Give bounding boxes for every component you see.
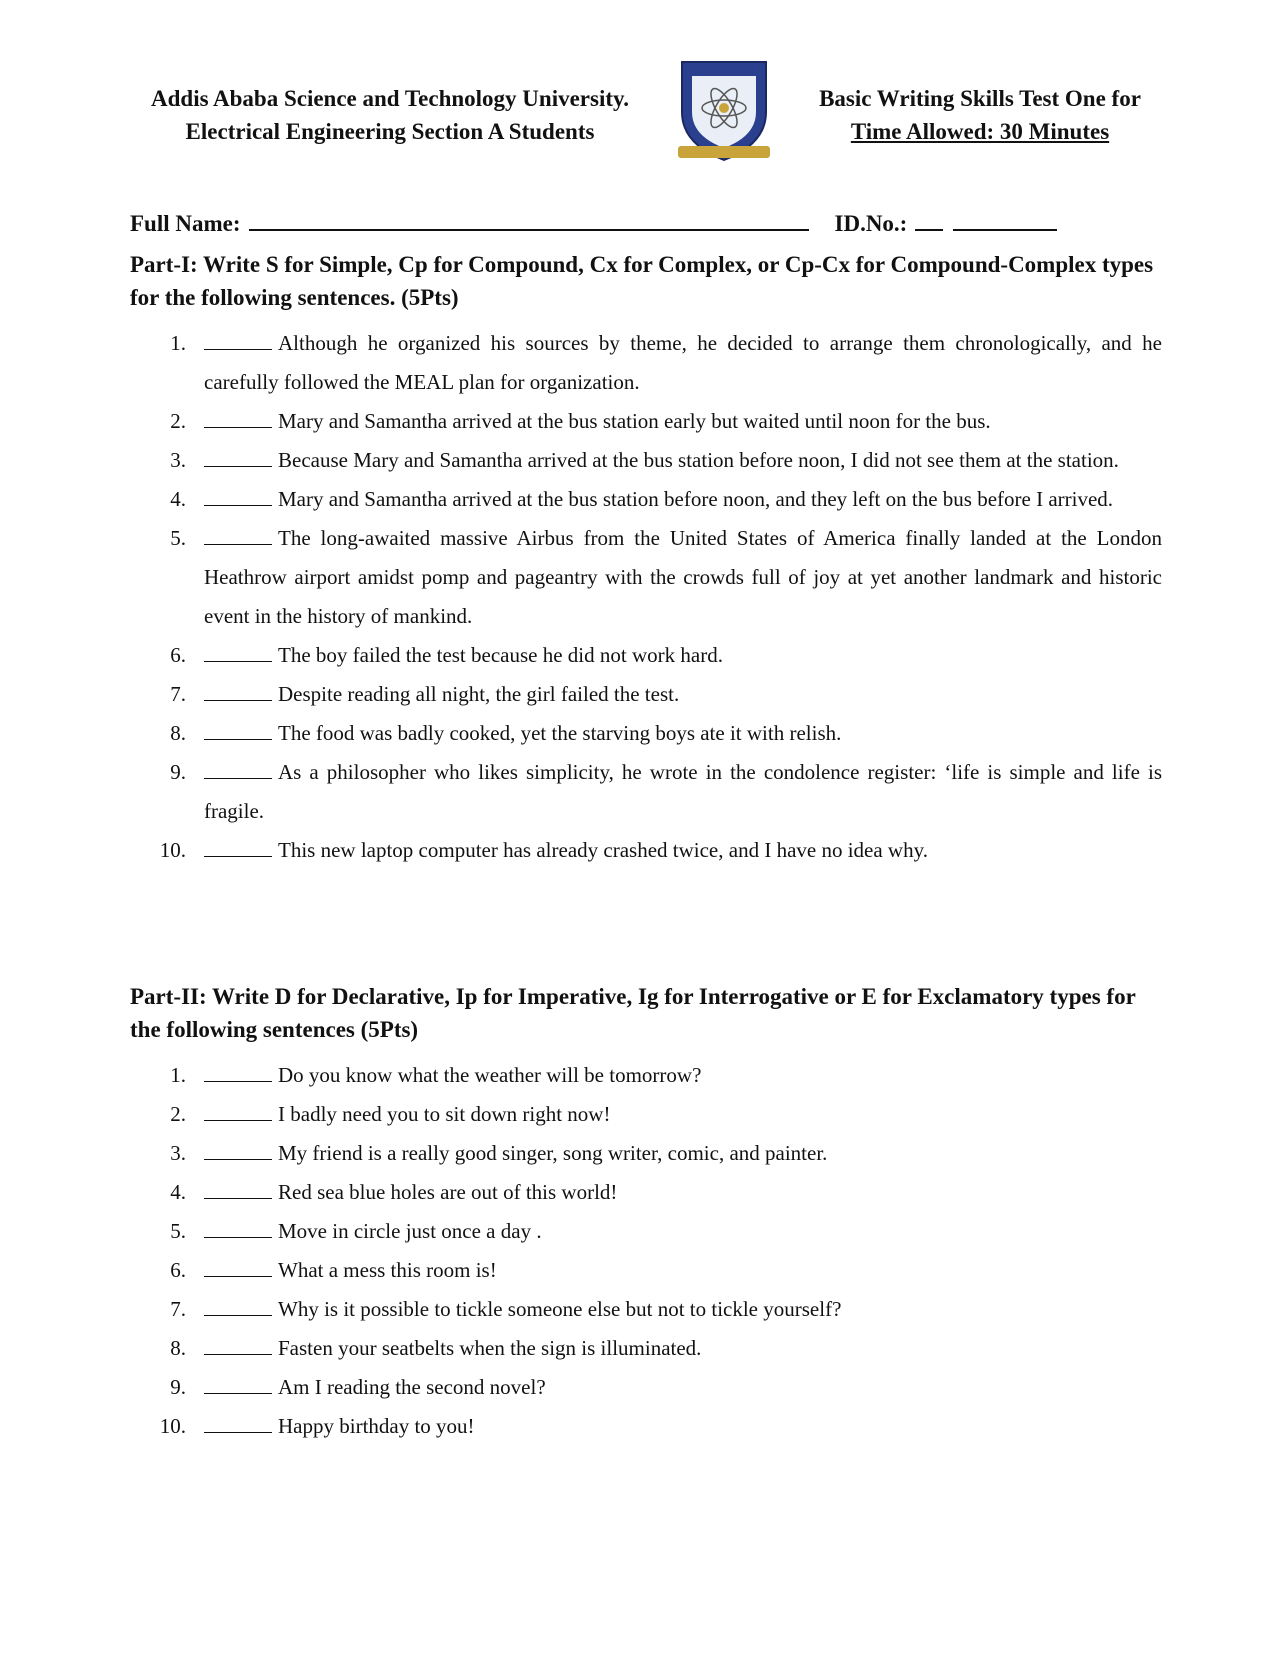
question-text: The boy failed the test because he did not work hard.: [278, 643, 723, 667]
question-number: 4.: [170, 487, 186, 511]
id-number-blank-short[interactable]: [915, 207, 943, 231]
question-item: [130, 1095, 1162, 1134]
question-text: Because Mary and Samantha arrived at the bus station before noon, I did not see them at the station.: [278, 448, 1119, 472]
answer-blank[interactable]: [204, 1180, 272, 1199]
question-text: As a philosopher who likes simplicity, he wrote in the condolence register: ‘life is simple and life is fragile.: [204, 760, 1162, 823]
section-name: Electrical Engineering Section A Students: [185, 119, 595, 144]
question-text: Despite reading all night, the girl failed the test.: [278, 682, 680, 706]
question-item: [130, 402, 1162, 441]
answer-blank[interactable]: [204, 526, 272, 545]
answer-blank[interactable]: [204, 838, 272, 857]
test-title: Basic Writing Skills Test One for: [819, 86, 1141, 111]
question-number: 5.: [170, 526, 186, 550]
question-item: [130, 480, 1162, 519]
answer-blank[interactable]: [204, 1258, 272, 1277]
question-number: 9.: [170, 760, 186, 784]
question-number: 8.: [170, 1336, 186, 1360]
id-number-label: ID.No.:: [834, 211, 908, 236]
question-text: I badly need you to sit down right now!: [278, 1102, 611, 1126]
university-logo-icon: [672, 56, 776, 164]
answer-blank[interactable]: [204, 487, 272, 506]
answer-blank[interactable]: [204, 1297, 272, 1316]
answer-blank[interactable]: [204, 409, 272, 428]
question-item: [130, 1212, 1162, 1251]
question-text: Mary and Samantha arrived at the bus station early but waited until noon for the bus.: [278, 409, 991, 433]
answer-blank[interactable]: [204, 1375, 272, 1394]
question-text: The long-awaited massive Airbus from the United States of America finally landed at the London Heathrow airport amidst pomp and pageantry with the crowds full of joy at yet another landmark and historic event in the history of mankind.: [204, 526, 1162, 628]
question-item: [130, 714, 1162, 753]
answer-blank[interactable]: [204, 1063, 272, 1082]
question-number: 6.: [170, 1258, 186, 1282]
question-item: [130, 636, 1162, 675]
question-number: 1.: [170, 1063, 186, 1087]
question-text: Mary and Samantha arrived at the bus station before noon, and they left on the bus before I arrived.: [278, 487, 1114, 511]
question-text: Fasten your seatbelts when the sign is illuminated.: [278, 1336, 702, 1360]
question-item: [130, 831, 1162, 870]
question-number: 7.: [170, 1297, 186, 1321]
answer-blank[interactable]: [204, 1102, 272, 1121]
question-number: 4.: [170, 1180, 186, 1204]
question-item: [130, 1329, 1162, 1368]
question-number: 1.: [170, 331, 186, 355]
question-number: 3.: [170, 448, 186, 472]
question-item: [130, 441, 1162, 480]
answer-blank[interactable]: [204, 1141, 272, 1160]
time-allowed: Time Allowed: 30 Minutes: [850, 119, 1110, 144]
question-text: Happy birthday to you!: [278, 1414, 475, 1438]
answer-blank[interactable]: [204, 682, 272, 701]
question-number: 2.: [170, 409, 186, 433]
answer-blank[interactable]: [204, 643, 272, 662]
question-text: Red sea blue holes are out of this world!: [278, 1180, 618, 1204]
header-right: [790, 82, 1170, 148]
question-item: [130, 1290, 1162, 1329]
question-text: This new laptop computer has already crashed twice, and I have no idea why.: [278, 838, 928, 862]
question-item: [130, 675, 1162, 714]
question-number: 8.: [170, 721, 186, 745]
question-item: [130, 324, 1162, 402]
answer-blank[interactable]: [204, 721, 272, 740]
answer-blank[interactable]: [204, 1414, 272, 1433]
answer-blank[interactable]: [204, 760, 272, 779]
question-text: Move in circle just once a day .: [278, 1219, 542, 1243]
answer-blank[interactable]: [204, 1219, 272, 1238]
full-name-blank[interactable]: [249, 207, 809, 231]
question-item: [130, 1407, 1162, 1446]
question-number: 10.: [159, 1414, 186, 1438]
full-name-label: Full Name:: [130, 211, 241, 236]
question-text: Do you know what the weather will be tomorrow?: [278, 1063, 702, 1087]
question-number: 7.: [170, 682, 186, 706]
student-info-row: [130, 207, 1160, 239]
question-text: Why is it possible to tickle someone else but not to tickle yourself?: [278, 1297, 842, 1321]
question-text: Although he organized his sources by theme, he decided to arrange them chronologically, and he carefully followed the MEAL plan for organization.: [204, 331, 1162, 394]
header-left: [120, 82, 660, 148]
question-number: 5.: [170, 1219, 186, 1243]
question-item: [130, 1173, 1162, 1212]
question-number: 2.: [170, 1102, 186, 1126]
question-number: 10.: [159, 838, 186, 862]
question-number: 3.: [170, 1141, 186, 1165]
part1-title: Part-I: Write S for Simple, Cp for Compound, Cx for Complex, or Cp-Cx for Compound-Complex types for the following sentences. (5Pts): [130, 252, 1154, 310]
answer-blank[interactable]: [204, 448, 272, 467]
question-item: [130, 1134, 1162, 1173]
question-item: [130, 1251, 1162, 1290]
university-name: Addis Ababa Science and Technology University.: [151, 86, 629, 111]
question-text: The food was badly cooked, yet the starving boys ate it with relish.: [278, 721, 842, 745]
part2-question-list: [130, 1056, 1162, 1446]
question-item: [130, 753, 1162, 831]
question-text: Am I reading the second novel?: [278, 1375, 546, 1399]
question-item: [130, 1368, 1162, 1407]
question-text: My friend is a really good singer, song writer, comic, and painter.: [278, 1141, 828, 1165]
answer-blank[interactable]: [204, 331, 272, 350]
question-item: [130, 1056, 1162, 1095]
id-number-blank[interactable]: [953, 207, 1057, 231]
question-number: 6.: [170, 643, 186, 667]
question-text: What a mess this room is!: [278, 1258, 497, 1282]
part1-question-list: [130, 324, 1162, 870]
question-item: [130, 519, 1162, 636]
part2-title: Part-II: Write D for Declarative, Ip for Imperative, Ig for Interrogative or E for Exclamatory types for the following sentences (5Pts): [130, 984, 1136, 1042]
answer-blank[interactable]: [204, 1336, 272, 1355]
question-number: 9.: [170, 1375, 186, 1399]
